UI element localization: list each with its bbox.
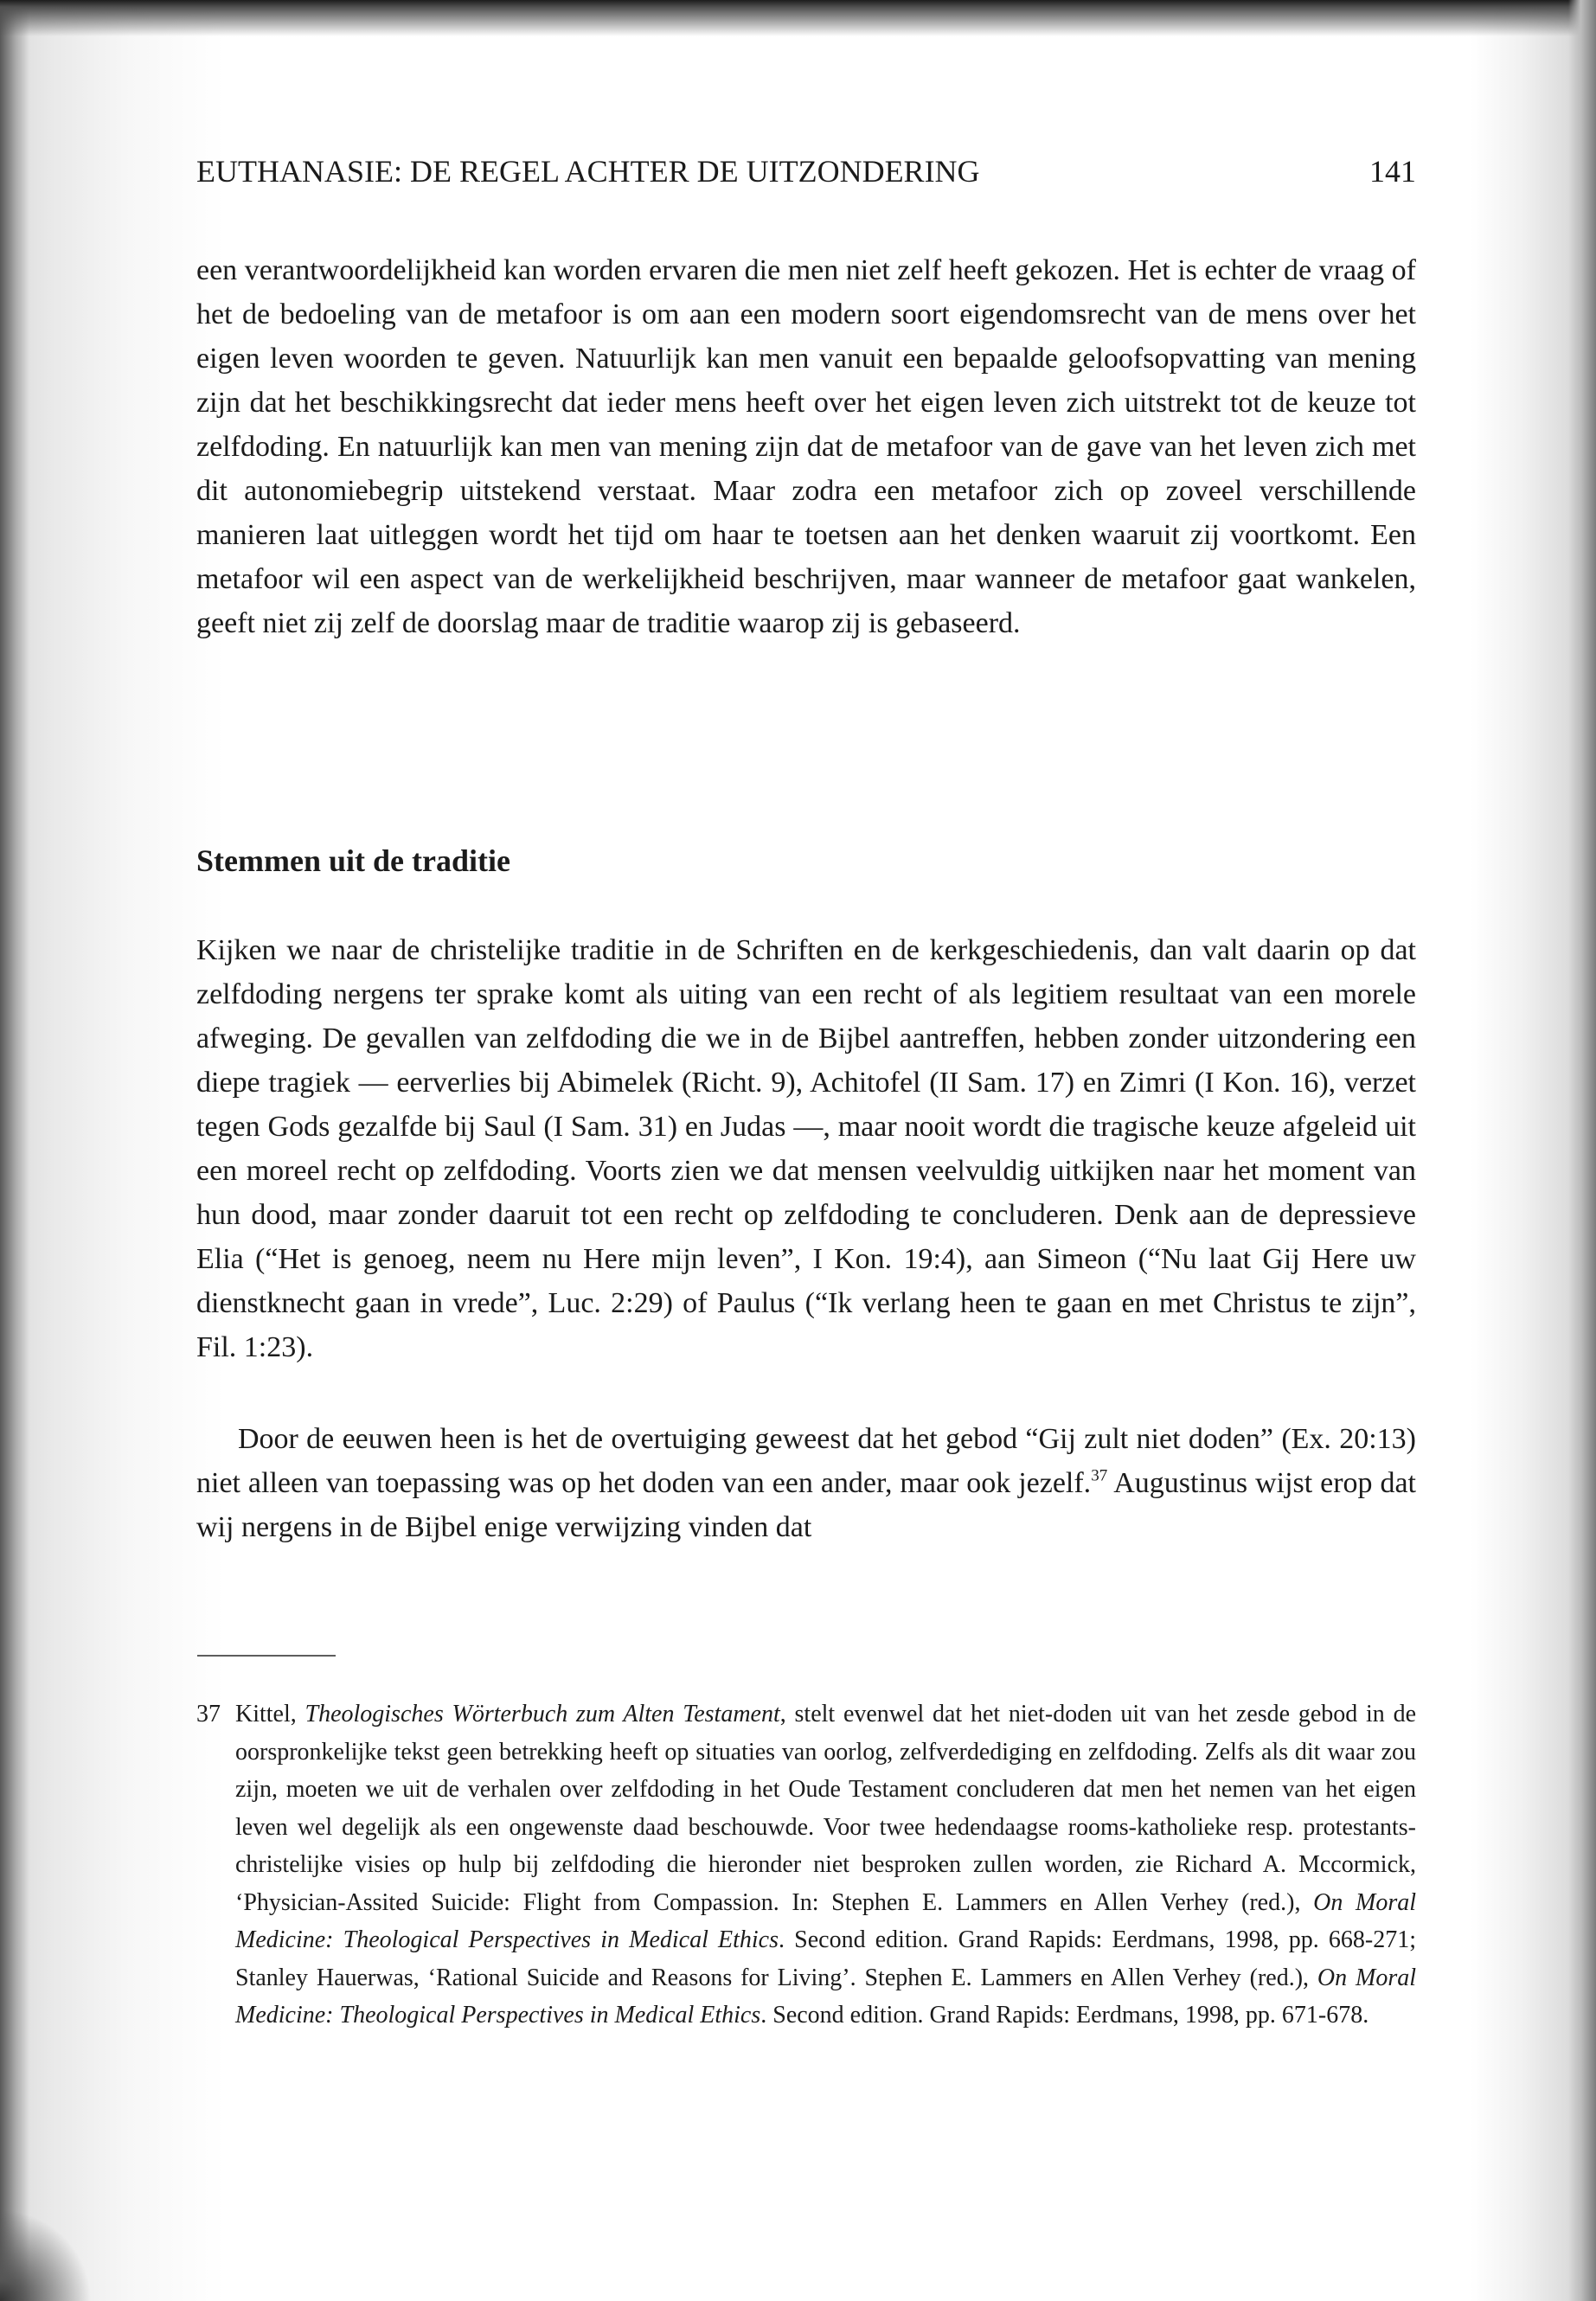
footnote-text (235, 1695, 1416, 2035)
footnote-number: 37 (196, 1701, 221, 1727)
scan-corner-shadow (0, 2180, 95, 2301)
page-right-edge (1568, 0, 1596, 2301)
footnote-text-segment: , stelt evenwel dat het niet-doden uit van het zesde gebod in de oorspronkelijke tekst geen betrekking heeft op situaties van oorlog, zelfverdediging en zelfdoding. Zelfs als dit waar zou zijn, moeten we uit de verhalen over zelfdoding in het Oude Testament concluderen dat men het nemen van het eigen leven wel degelijk als een ongewenste daad beschouwde. Voor twee hedendaagse rooms-katholieke resp. protestants-christelijke visies op hulp bij zelfdoding die hieronder niet besproken zullen worden, zie Richard A. Mccormick, ‘Physician-Assited Suicide: Flight from Compassion. In: Stephen E. Lammers en Allen Verhey (red.), (235, 1701, 1416, 1916)
footnote-book-title: Theologisches Wörterbuch zum Alten Testament (304, 1701, 780, 1727)
footnote-reference[interactable]: 37 (1091, 1466, 1108, 1485)
body-paragraph (196, 1417, 1416, 1549)
running-header (196, 150, 1416, 193)
body-paragraph: Kijken we naar de christelijke traditie in de Schriften en de kerkgeschiedenis, dan valt daarin op dat zelfdoding nergens ter sprake komt als uiting van een recht of als legitiem resultaat van een morele afweging. De gevallen van zelfdoding die we in de Bijbel aantreffen, hebben zonder uitzondering een diepe tragiek — eerverlies bij Abimelek (Richt. 9), Achitofel (II Sam. 17) en Zimri (I Kon. 16), verzet tegen Gods gezalfde bij Saul (I Sam. 31) en Judas —, maar nooit wordt die tragische keuze afgeleid uit een moreel recht op zelfdoding. Voorts zien we dat mensen veelvuldig uitkijken naar het moment van hun dood, maar zonder daaruit tot een recht op zelfdoding te concluderen. Denk aan de depressieve Elia (“Het is genoeg, neem nu Here mijn leven”, I Kon. 19:4), aan Simeon (“Nu laat Gij Here uw dienstknecht gaan in vrede”, Luc. 2:29) of Paulus (“Ik verlang heen te gaan en met Christus te zijn”, Fil. 1:23). (196, 934, 1416, 1363)
footnote-book-title: On Moral Medicine: Theological Perspectives in Medical Ethics (235, 1888, 1416, 1953)
paragraph-text-before-note: Door de eeuwen heen is het de overtuiging geweest dat het gebod “Gij zult niet doden” (Ex. 20:13) niet alleen van toepassing was op het doden van een ander, maar ook jezelf. (196, 1423, 1416, 1499)
page-number: 141 (1369, 154, 1416, 189)
section-heading: Stemmen uit de traditie (196, 843, 510, 878)
running-header-title: EUTHANASIE: DE REGEL ACHTER DE UITZONDERING (196, 154, 980, 189)
footnote-text-end: . Second edition. Grand Rapids: Eerdmans, 1998, pp. 671-678. (760, 2002, 1369, 2029)
paragraph-text-after-note: Augustinus wijst erop dat wij nergens in de Bijbel enige verwijzing vinden dat (196, 1467, 1417, 1543)
scan-top-shadow (0, 0, 1596, 36)
body-paragraph: een verantwoordelijkheid kan worden ervaren die men niet zelf heeft gekozen. Het is echter de vraag of het de bedoeling van de metafoor is om aan een modern soort eigendomsrecht van de mens over het eigen leven woorden te geven. Natuurlijk kan men vanuit een bepaalde geloofsopvatting van mening zijn dat het beschikkingsrecht dat ieder mens heeft over het eigen leven zich uitstrekt tot de keuze tot zelfdoding. En natuurlijk kan men van mening zijn dat de metafoor van de gave van het leven zich met dit autonomiebegrip uitstekend verstaat. Maar zodra een metafoor zich op zoveel verschillende manieren laat uitleggen wordt het tijd om haar te toetsen aan het denken waaruit zij voortkomt. Een metafoor wil een aspect van de werkelijkheid beschrijven, maar wanneer de metafoor gaat wankelen, geeft niet zij zelf de doorslag maar de traditie waarop zij is gebaseerd. (196, 254, 1416, 639)
footnote-lead: Kittel, (235, 1701, 305, 1727)
scan-spine-shadow (0, 0, 29, 2301)
footnote-text-segment: . Second edition. Grand Rapids: Eerdmans, 1998, pp. 668-271; Stanley Hauerwas, ‘Rational Suicide and Reasons for Living’. Stephen E. Lammers en Allen Verhey (red.), (235, 1926, 1417, 1991)
footnote-book-title: On Moral Medicine: Theological Perspectives in Medical Ethics (235, 1964, 1416, 2029)
footnote-divider (197, 1655, 336, 1657)
